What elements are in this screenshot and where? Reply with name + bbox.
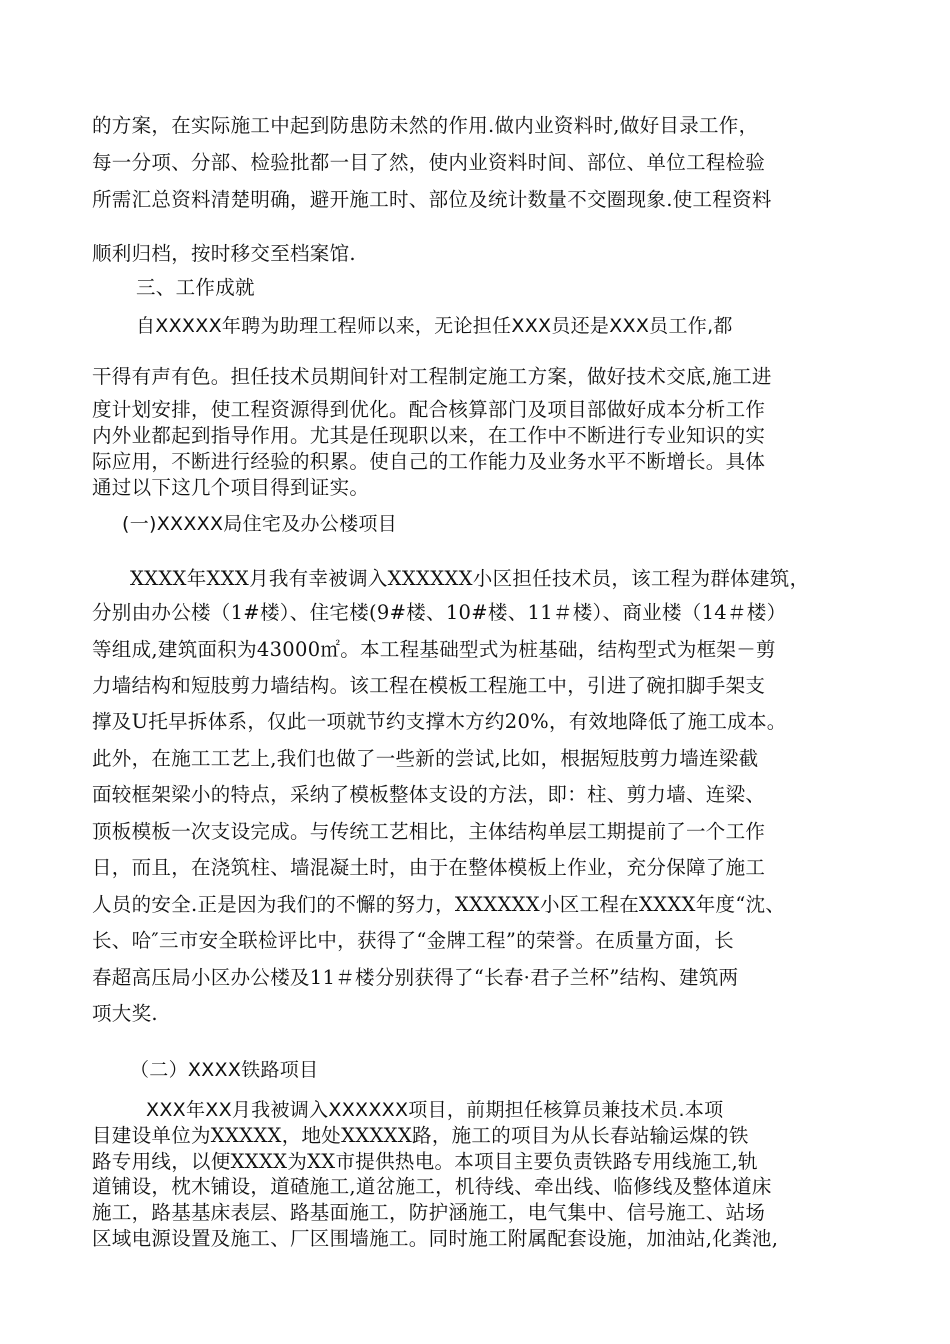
paragraph-line: 际应用，不断进行经验的积累。使自己的工作能力及业务水平不断增长。具体 <box>92 450 766 473</box>
paragraph-line: 人员的安全.正是因为我们的不懈的努力，XXXXXX小区工程在XXXX年度“沈、 <box>92 893 786 916</box>
paragraph-line: 每一分项、分部、检验批都一目了然，使内业资料时间、部位、单位工程检验 <box>92 151 766 174</box>
paragraph-line: 顶板模板一次支设完成。与传统工艺相比，主体结构单层工期提前了一个工作 <box>92 820 766 843</box>
paragraph-line: 春超高压局小区办公楼及11＃楼分别获得了“长春·君子兰杯”结构、建筑两 <box>92 966 739 989</box>
paragraph-line: 道铺设，枕木铺设，道碴施工,道岔施工，机待线、牵出线、临修线及整体道床 <box>92 1175 772 1198</box>
subsection-heading: (一)XXXXX局住宅及办公楼项目 <box>122 513 398 535</box>
paragraph-line: 等组成,建筑面积为43000㎡。本工程基础型式为桩基础，结构型式为框架－剪 <box>92 638 776 661</box>
paragraph-line: 路专用线，以便XXXX为XX市提供热电。本项目主要负责铁路专用线施工,轨 <box>92 1150 758 1173</box>
paragraph-line: XXX年XX月我被调入XXXXXX项目，前期担任核算员兼技术员.本项 <box>146 1099 724 1121</box>
paragraph-line: 自XXXXX年聘为助理工程师以来，无论担任XXX员还是XXX员工作,都 <box>136 315 733 337</box>
paragraph-line: 的方案，在实际施工中起到防患防未然的作用.做内业资料时,做好目录工作， <box>92 114 759 137</box>
subsection-heading: （二）XXXX铁路项目 <box>130 1059 319 1081</box>
paragraph-line: 项大奖. <box>92 1002 158 1025</box>
paragraph-line: 所需汇总资料清楚明确，避开施工时、部位及统计数量不交圈现象.使工程资料 <box>92 188 772 211</box>
paragraph-line: 度计划安排，使工程资源得到优化。配合核算部门及项目部做好成本分析工作 <box>92 398 766 421</box>
paragraph-line: 内外业都起到指导作用。尤其是任现职以来，在工作中不断进行专业知识的实 <box>92 424 766 447</box>
paragraph-line: 力墙结构和短肢剪力墙结构。该工程在模板工程施工中，引进了碗扣脚手架支 <box>92 674 766 697</box>
paragraph-line: 面较框架梁小的特点，采纳了模板整体支设的方法，即：柱、剪力墙、连梁、 <box>92 783 766 806</box>
paragraph-line: 日，而且，在浇筑柱、墙混凝土时，由于在整体模板上作业，充分保障了施工 <box>92 856 766 879</box>
paragraph-line: 长、哈″三市安全联检评比中，获得了“金牌工程”的荣誉。在质量方面，长 <box>92 929 734 952</box>
paragraph-line: 撑及U托早拆体系，仅此一项就节约支撑木方约20%，有效地降低了施工成本。 <box>92 710 787 733</box>
paragraph-line: 区域电源设置及施工、厂区围墙施工。同时施工附属配套设施，加油站,化粪池, <box>92 1227 779 1250</box>
paragraph-line: 此外，在施工工艺上,我们也做了一些新的尝试,比如，根据短肢剪力墙连梁截 <box>92 747 759 770</box>
paragraph-line: 通过以下这几个项目得到证实。 <box>92 476 370 499</box>
paragraph-line: XXXX年XXX月我有幸被调入XXXXXX小区担任技术员，该工程为群体建筑， <box>130 567 810 590</box>
paragraph-line: 干得有声有色。担任技术员期间针对工程制定施工方案，做好技术交底,施工进 <box>92 365 772 388</box>
paragraph-line: 分别由办公楼（1#楼）、住宅楼(9#楼、10#楼、11＃楼）、商业楼（14＃楼） <box>92 601 787 624</box>
section-heading: 三、工作成就 <box>136 276 255 299</box>
paragraph-line: 顺利归档，按时移交至档案馆. <box>92 242 356 265</box>
paragraph-line: 施工，路基基床表层、路基面施工，防护涵施工，电气集中、信号施工、站场 <box>92 1201 766 1224</box>
paragraph-line: 目建设单位为XXXXX，地处XXXXX路，施工的项目为从长春站输运煤的铁 <box>92 1124 749 1147</box>
